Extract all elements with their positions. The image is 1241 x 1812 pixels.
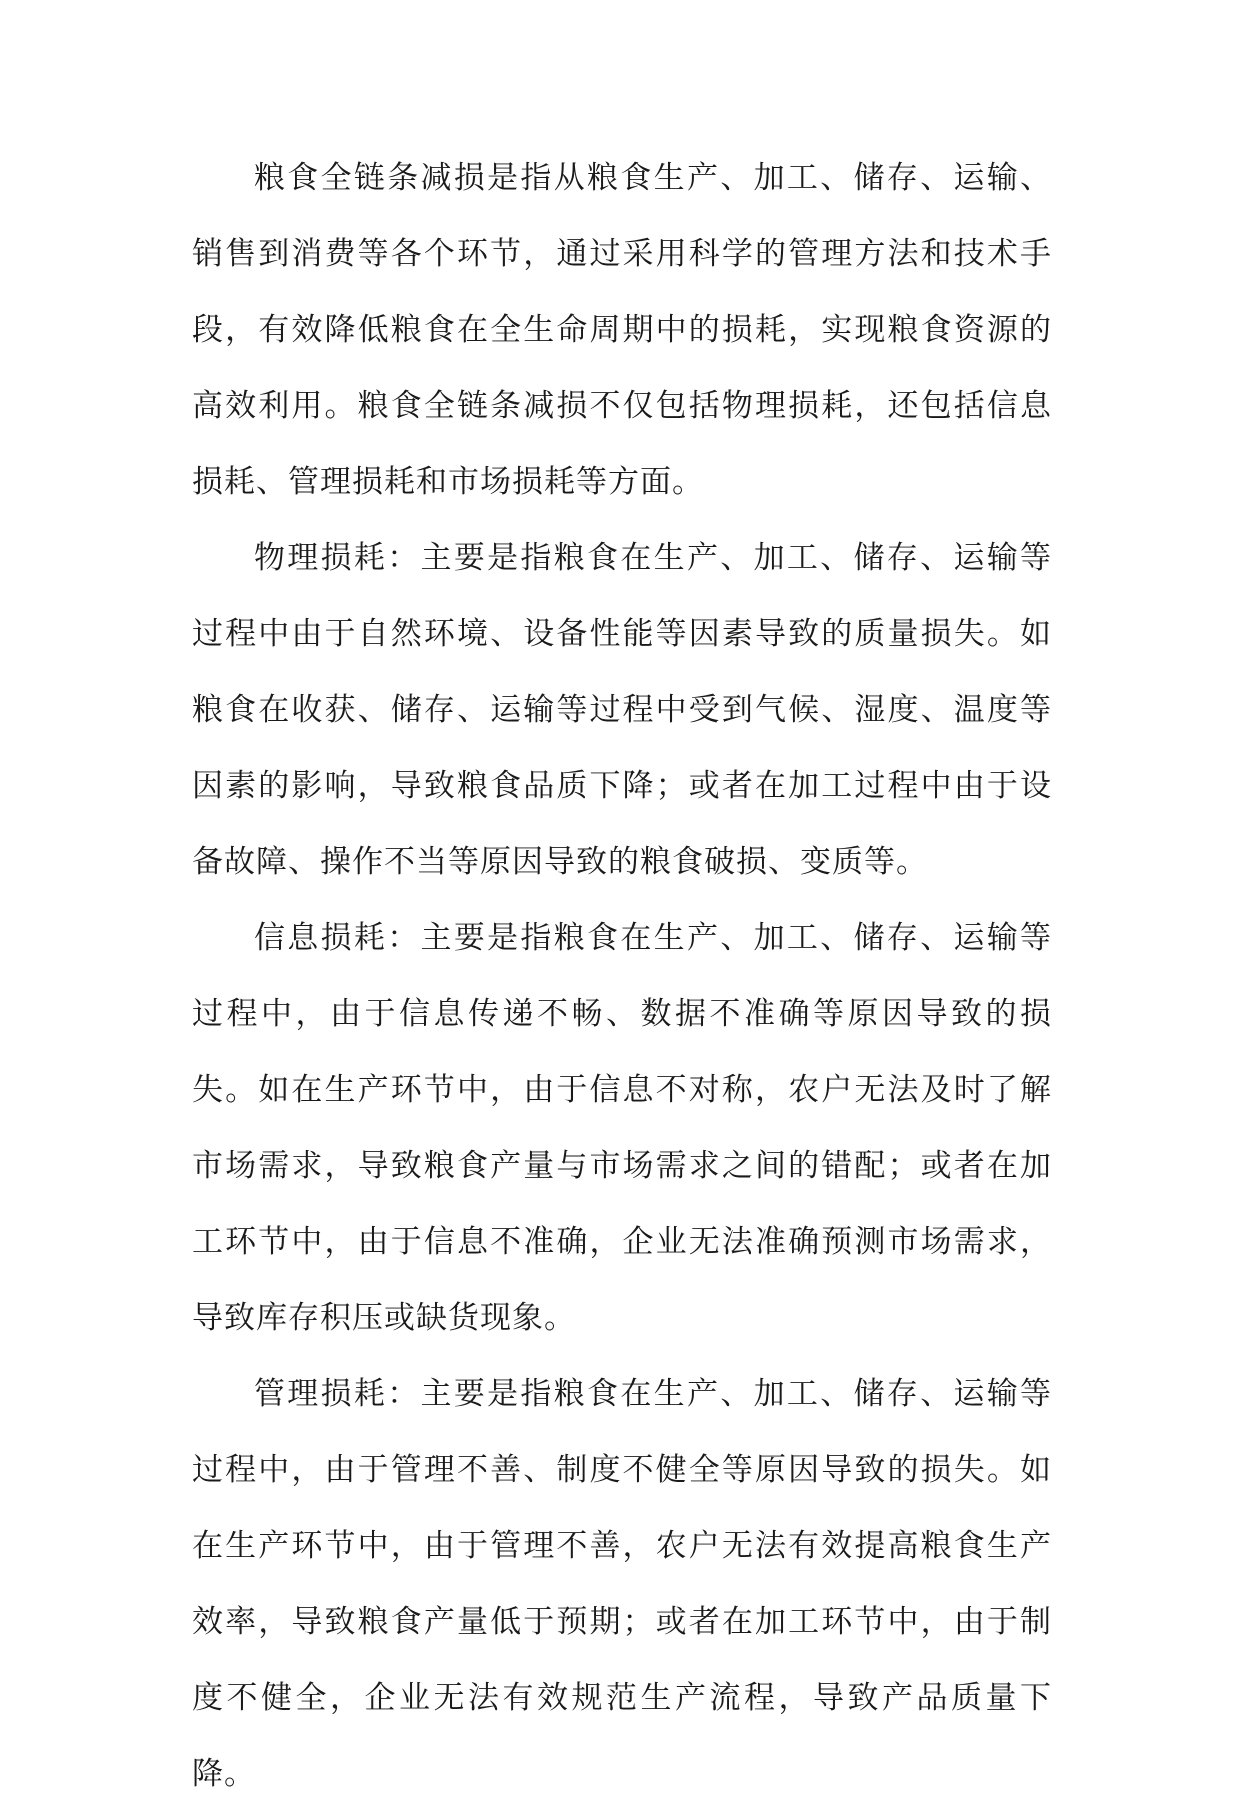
paragraph-management-loss: 管理损耗：主要是指粮食在生产、加工、储存、运输等过程中，由于管理不善、制度不健全等原因导致的损失。如在生产环节中，由于管理不善，农户无法有效提高粮食生产效率，导致粮食产量低于预期；或者在加工环节中，由于制度不健全，企业无法有效规范生产流程，导致产品质量下降。 <box>192 1376 1052 1792</box>
paragraph-information-loss: 信息损耗：主要是指粮食在生产、加工、储存、运输等过程中，由于信息传递不畅、数据不准确等原因导致的损失。如在生产环节中，由于信息不对称，农户无法及时了解市场需求，导致粮食产量与市场需求之间的错配；或者在加工环节中，由于信息不准确，企业无法准确预测市场需求，导致库存积压或缺货现象。 <box>192 920 1052 1336</box>
paragraph-physical-loss: 物理损耗：主要是指粮食在生产、加工、储存、运输等过程中由于自然环境、设备性能等因素导致的质量损失。如粮食在收获、储存、运输等过程中受到气候、湿度、温度等因素的影响，导致粮食品质下降；或者在加工过程中由于设备故障、操作不当等原因导致的粮食破损、变质等。 <box>192 540 1052 880</box>
paragraph-intro: 粮食全链条减损是指从粮食生产、加工、储存、运输、销售到消费等各个环节，通过采用科学的管理方法和技术手段，有效降低粮食在全生命周期中的损耗，实现粮食资源的高效利用。粮食全链条减损不仅包括物理损耗，还包括信息损耗、管理损耗和市场损耗等方面。 <box>192 160 1052 500</box>
document-body <box>192 140 1052 1812</box>
